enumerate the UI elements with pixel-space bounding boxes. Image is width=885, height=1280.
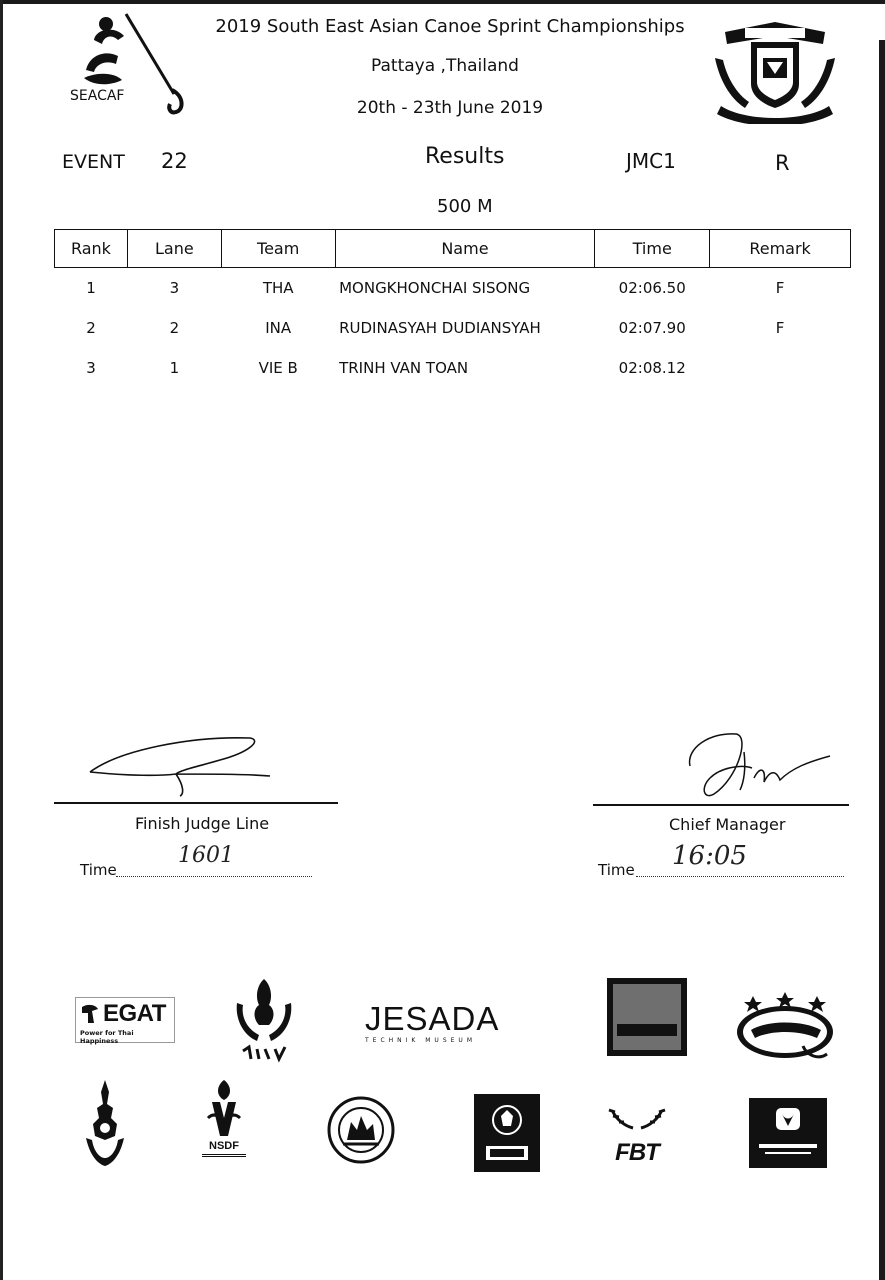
header-remark: Remark (710, 230, 851, 268)
jesada-subtitle: TECHNIK MUSEUM (365, 1037, 476, 1044)
header-name: Name (335, 230, 595, 268)
gsb-logo (474, 1094, 540, 1172)
signature-scribble-icon (80, 730, 280, 800)
finish-judge-line (54, 802, 338, 804)
nsdf-fineprint (202, 1154, 246, 1157)
navy-anchor-icon (82, 1078, 128, 1170)
navy-emblem-logo (82, 1078, 128, 1170)
chief-manager-signature (680, 728, 840, 803)
event-distance: 500 M (437, 196, 493, 217)
header-team: Team (221, 230, 335, 268)
cell-remark (710, 348, 851, 388)
finish-judge-label: Finish Judge Line (135, 814, 270, 833)
egat-logo (75, 997, 175, 1043)
cell-team: THA (262, 278, 294, 297)
gsb-emblem-icon (474, 1094, 540, 1172)
results-heading: Results (425, 144, 505, 169)
insurance-logo-band (617, 1024, 677, 1036)
cell-rank: 2 (86, 318, 96, 337)
table-row (55, 268, 851, 308)
cell-lane: 1 (169, 358, 180, 377)
results-header-row (55, 230, 851, 268)
chief-manager-time-value: 16:05 (672, 841, 747, 871)
chief-manager-line (593, 804, 849, 806)
championship-dates: 20th - 23th June 2019 (356, 98, 544, 118)
chief-manager-time-dots (636, 876, 844, 877)
championship-location: Pattaya ,Thailand (371, 56, 519, 76)
results-table (54, 229, 851, 388)
cell-rank: 3 (86, 358, 96, 377)
table-row (55, 308, 851, 348)
thai-bank-logo (749, 1098, 827, 1168)
seacaf-logo-text: SEACAF (70, 88, 125, 104)
event-category: JMC1 (626, 149, 676, 173)
wreath-emblem-icon (229, 975, 299, 1065)
event-label: EVENT (62, 151, 125, 173)
jesada-logo (365, 1002, 505, 1046)
cell-rank: 1 (86, 278, 96, 297)
cell-team: INA (265, 318, 292, 337)
nsdf-name: NSDF (209, 1140, 239, 1152)
insurance-logo (607, 978, 687, 1056)
header-time: Time (595, 230, 710, 268)
cell-time: 02:06.50 (618, 278, 686, 297)
cell-remark: F (775, 318, 785, 337)
championship-title: 2019 South East Asian Canoe Sprint Championships (215, 16, 685, 37)
egat-name: EGAT (103, 1000, 166, 1027)
event-number: 22 (161, 149, 188, 173)
fbt-logo (603, 1102, 671, 1166)
jesada-name: JESADA (365, 1000, 500, 1037)
farm-logo (733, 990, 837, 1064)
university-seal-icon (327, 1096, 395, 1164)
finish-judge-time-label: Time (80, 861, 117, 879)
university-seal-logo (327, 1096, 395, 1164)
cell-remark: F (775, 278, 785, 297)
fbt-laurel-icon (603, 1102, 671, 1136)
cell-time: 02:07.90 (618, 318, 686, 337)
finish-judge-signature (80, 730, 280, 800)
cell-time: 02:08.12 (618, 358, 686, 377)
cell-lane: 3 (169, 278, 180, 297)
farm-badge-icon (733, 990, 837, 1064)
header-rank: Rank (55, 230, 128, 268)
cell-name: MONGKHONCHAI SISONG (339, 278, 531, 297)
cell-name: TRINH VAN TOAN (339, 358, 469, 377)
fbt-name: FBT (615, 1139, 659, 1166)
nsdf-torch-icon (198, 1078, 250, 1138)
finish-judge-time-dots (116, 876, 312, 877)
bank-emblem-icon (749, 1098, 827, 1168)
nsdf-logo (198, 1078, 250, 1172)
page-edge-right (879, 40, 885, 1280)
egat-mark-icon (80, 1003, 100, 1025)
chief-manager-time-label: Time (598, 861, 635, 879)
finish-judge-time-value: 1601 (178, 843, 234, 868)
cell-team: VIE B (258, 358, 298, 377)
event-round: R (775, 151, 790, 175)
table-row (55, 348, 851, 388)
cell-lane: 2 (169, 318, 180, 337)
sports-authority-logo (229, 975, 299, 1065)
cell-name: RUDINASYAH DUDIANSYAH (339, 318, 541, 337)
insurance-logo-panel (613, 984, 681, 1050)
header-lane: Lane (127, 230, 221, 268)
chief-manager-label: Chief Manager (669, 815, 786, 834)
page-edge-top (0, 0, 885, 4)
egat-tagline: Power for Thai Happiness (80, 1029, 134, 1045)
signature-scribble-icon (680, 728, 840, 803)
page-edge-left (0, 0, 3, 1280)
